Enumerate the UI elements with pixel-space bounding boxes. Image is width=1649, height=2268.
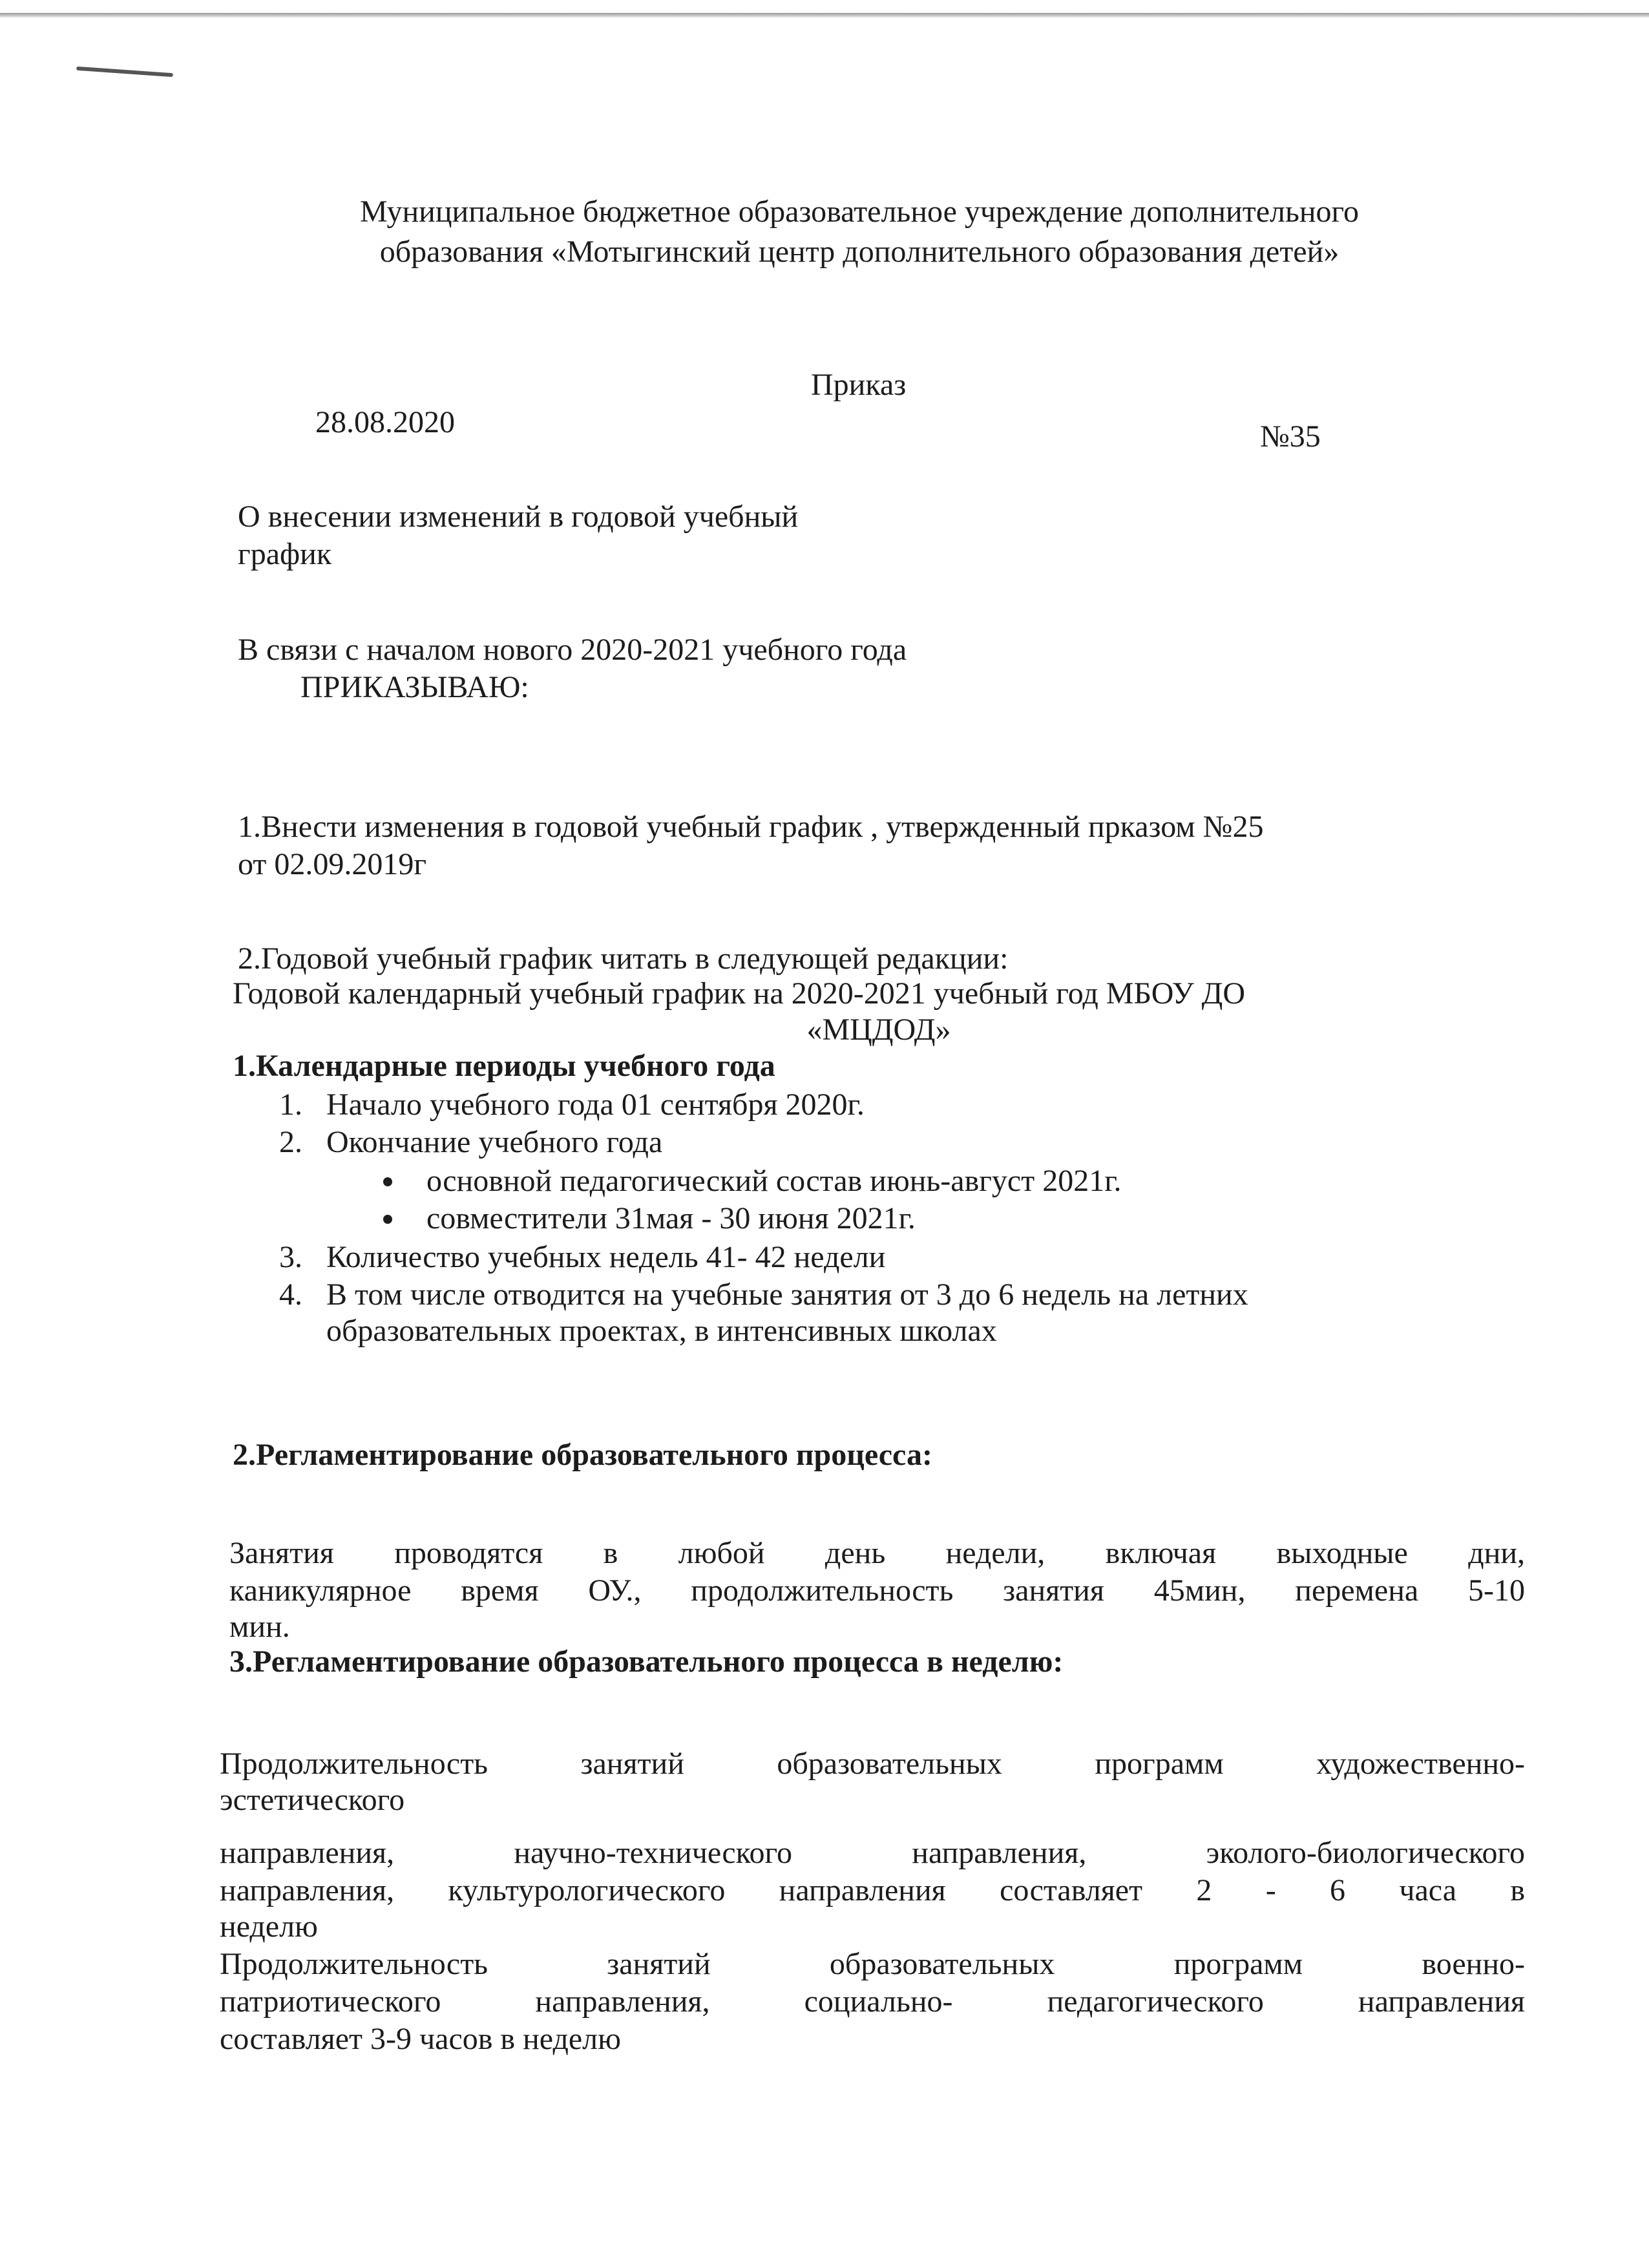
list-marker: 2. bbox=[279, 1125, 302, 1159]
org-name-line-2: образования «Мотыгинский центр дополнительного образования детей» bbox=[379, 235, 1339, 269]
list-marker: 4. bbox=[279, 1277, 302, 1312]
item1-line-2: от 02.09.2019г bbox=[238, 847, 427, 881]
section3-p1-line-5: неделю bbox=[220, 1909, 318, 1944]
section3-p1-line-4: направления, культурологического направления составляет 2 - 6 часа в bbox=[220, 1873, 1525, 1907]
item2-line-1: 2.Годовой учебный график читать в следующей редакции: bbox=[238, 941, 1009, 976]
section2-para-line-2: каникулярное время ОУ., продолжительность занятия 45мин, перемена 5-10 bbox=[229, 1573, 1525, 1608]
section2-para-line-1: Занятия проводятся в любой день недели, включая выходные дни, bbox=[229, 1536, 1525, 1570]
order-title: Приказ bbox=[811, 368, 907, 402]
order-date: 28.08.2020 bbox=[315, 405, 455, 439]
scan-mark bbox=[76, 67, 173, 77]
section3-p2-line-3: составляет 3-9 часов в неделю bbox=[220, 2022, 621, 2056]
bullet-item-main-staff: основной педагогический состав июнь-август 2021г. bbox=[426, 1164, 1122, 1198]
section3-p2-line-2: патриотического направления, социально- педагогического направления bbox=[220, 1984, 1525, 2019]
bullet-icon bbox=[383, 1177, 392, 1186]
bullet-item-part-time: совместители 31мая - 30 июня 2021г. bbox=[426, 1201, 916, 1235]
list-marker: 1. bbox=[279, 1087, 302, 1122]
list-item-end-of-year: Окончание учебного года bbox=[326, 1125, 663, 1159]
bullet-icon bbox=[383, 1215, 392, 1224]
scan-edge-line bbox=[0, 13, 1649, 18]
schedule-heading-line-2: «МЦДОД» bbox=[806, 1013, 951, 1047]
section2-para-line-3: мин. bbox=[229, 1610, 290, 1644]
subject-line-1: О внесении изменений в годовой учебный bbox=[238, 499, 799, 534]
section1-title: 1.Календарные периоды учебного года bbox=[233, 1049, 775, 1083]
preamble-text: В связи с началом нового 2020-2021 учебного года bbox=[238, 633, 907, 667]
section2-title: 2.Регламентирование образовательного процесса: bbox=[233, 1438, 932, 1472]
list-marker: 3. bbox=[279, 1240, 302, 1274]
section3-p2-line-1: Продолжительность занятий образовательных программ военно- bbox=[220, 1947, 1525, 1981]
schedule-heading-line-1: Годовой календарный учебный график на 2020-2021 учебный год МБОУ ДО bbox=[233, 976, 1246, 1011]
section3-p1-line-3: направления, научно-технического направления, эколого-биологического bbox=[220, 1836, 1525, 1870]
item1-line-1: 1.Внести изменения в годовой учебный график , утвержденный прказом №25 bbox=[238, 810, 1264, 844]
section3-p1-line-2: эстетического bbox=[220, 1783, 405, 1817]
section3-p1-line-1: Продолжительность занятий образовательных программ художественно- bbox=[220, 1747, 1525, 1781]
list-item-start-date: Начало учебного года 01 сентября 2020г. bbox=[326, 1087, 865, 1122]
order-word: ПРИКАЗЫВАЮ: bbox=[300, 670, 529, 704]
section3-title: 3.Регламентирование образовательного процесса в неделю: bbox=[229, 1644, 1064, 1679]
list-item-weeks-count: Количество учебных недель 41- 42 недели bbox=[326, 1240, 886, 1274]
list-item-study-weeks: В том числе отводится на учебные занятия от 3 до 6 недель на летних bbox=[326, 1277, 1248, 1312]
list-item-study-weeks-cont: образовательных проектах, в интенсивных школах bbox=[326, 1314, 997, 1348]
order-number: №35 bbox=[1260, 419, 1321, 454]
org-name-line-1: Муниципальное бюджетное образовательное учреждение дополнительного bbox=[359, 194, 1360, 229]
subject-line-2: график bbox=[238, 537, 332, 571]
